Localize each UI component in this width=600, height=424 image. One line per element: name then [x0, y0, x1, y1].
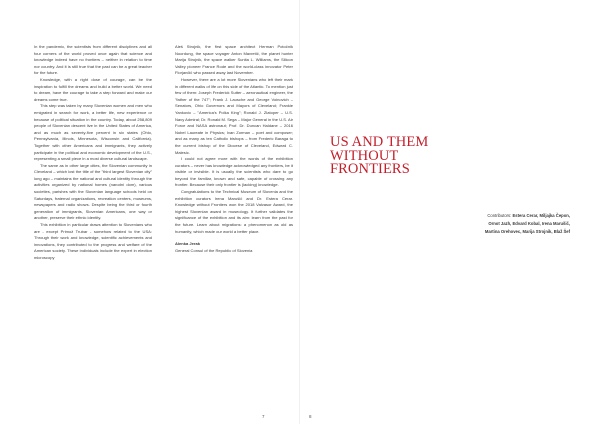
title-line: US AND THEM — [330, 134, 429, 150]
contributors-line-3: Martina Orehovec, Marija Strojnik, Blaž Šef — [484, 228, 570, 234]
paragraph: In the pandemic, the scientists from different disciplines and all four corners of the world proved once again that science and knowledge indeed have no frontiers – neither in relation to time nor country. And it is still true that the past can be a great teacher for the future. — [34, 44, 152, 76]
contributors-block — [440, 212, 570, 235]
contributors-line-2: Ornot Jazh, Edvard Kobal, Irena Marušič, — [488, 220, 570, 226]
paragraph: However, there are a lot more Slovenians who left their mark in different walks of life on this side of the Atlantic. To mention just few of them: Joseph Frederick Sutter – aeronautical engineer, the "father of the 747"; Frank J. Lausche and George Voinovich – Senators, Ohio Governors and Mayors of Cleveland; Frankie Yankovic – "America's Polka King"; Ronald J. Zlatoper – U.S. Navy Admiral; Dr. Ronald M. Sega – Major General in the U.S. Air Force and NASA astronaut; Prof. Dr. Duncan Haldane – 2016 Nobel Laureate in Physics; Ivan Zorman – poet and composer; and as many as ten Catholic bishops – from Frederic Baraga to the current bishop of the Diocese of Cleveland, Edward C. Malesic. — [175, 76, 293, 155]
text-column-2 — [175, 44, 293, 254]
page-number-left: 7 — [262, 414, 265, 419]
paragraph: This exhibition in particular draws attention to Slovenians who are - except Primož Trubar - somehow related to the USA: Through their work and knowledge, scientific achievements and innovations, they contributed to the progress and welfare of the American society. These individuals include the expert in election microscopy — [34, 222, 152, 260]
title-line: FRONTIERS — [330, 161, 410, 177]
section-title — [330, 136, 490, 177]
paragraph: This step was taken by many Slovenian women and men who emigrated in search for work, a better life, new experience or because of political situation in the country. Today, about 258,809 people of Slovenian descent live in the United States of America, and as much as seventy-five percent in six states (Ohio, Pennsylvania, Illinois, Minnesota, Wisconsin and California). Together with other Americans and immigrants, they actively participate in the political and economic development of the U.S., representing a small piece in a most diverse cultural landscape. — [34, 103, 152, 162]
signature-title: General Consul of the Republic of Slovenia — [175, 247, 253, 253]
paragraph: Aleš Strojnik, the first space architect Herman Potočnik Noordung, the space voyager Anton Mavretič, the planet hunter Marija Strojnik, the space walker Sunita L. Williams, the Silicon Valley pioneer France Rode and the world-class innovator Peter Florjančič who passed away last November. — [175, 44, 293, 76]
page-number-right: 8 — [309, 414, 312, 419]
contributors-names: Estera Cerar, Miljajka Čepon, — [512, 213, 570, 218]
paragraph: Congratulations to the Technical Museum of Slovenia and the exhibition curators Irena Marušič and Dr. Estera Cerar. Knowledge without Frontiers won the 2018 Valvasor Award, the highest Slovenian award in museology. It further validates the significance of the exhibition and its aim: learn from the past for the future. Learn about migrations: a phenomenon as old as humanity, which made our world a better place. — [175, 189, 293, 234]
paragraph: Knowledge, with a right dose of courage, can be the inspiration to fulfill the dreams and build a better world. We need to dream, have the courage to take a step forward and make our dreams come true. — [34, 76, 152, 102]
paragraph: I could not agree more with the words of the exhibition curators – never has knowledge acknowledged any frontiers, be it visible or invisible. It is usually the scientists who dare to go beyond the familiar, known and safe, capable of crossing any frontier. Because their only frontier is (lacking) knowledge. — [175, 156, 293, 188]
text-column-1 — [34, 44, 152, 262]
title-line: WITHOUT — [330, 147, 399, 164]
paragraph: The same as in other large cities, the Slovenian community in Cleveland – which lost the title of the "third largest Slovenian city" long ago – maintains the national and cultural identity through the activities organized by national homes (narodni dom), various societies, parishes with the Slovenian language schools held on Saturdays, fraternal organizations, recreation centers, museums, newspapers and radio shows. Despite being the third or fourth generation of immigrants, Slovenian Americans, one way or another, preserve their ethnic identity. — [34, 162, 152, 221]
contributors-label: Contributors: — [487, 213, 512, 218]
contributors-line-1 — [440, 212, 570, 220]
signature-name: Alenka Jerak — [175, 241, 200, 247]
signature — [175, 241, 293, 254]
right-page — [300, 0, 600, 424]
